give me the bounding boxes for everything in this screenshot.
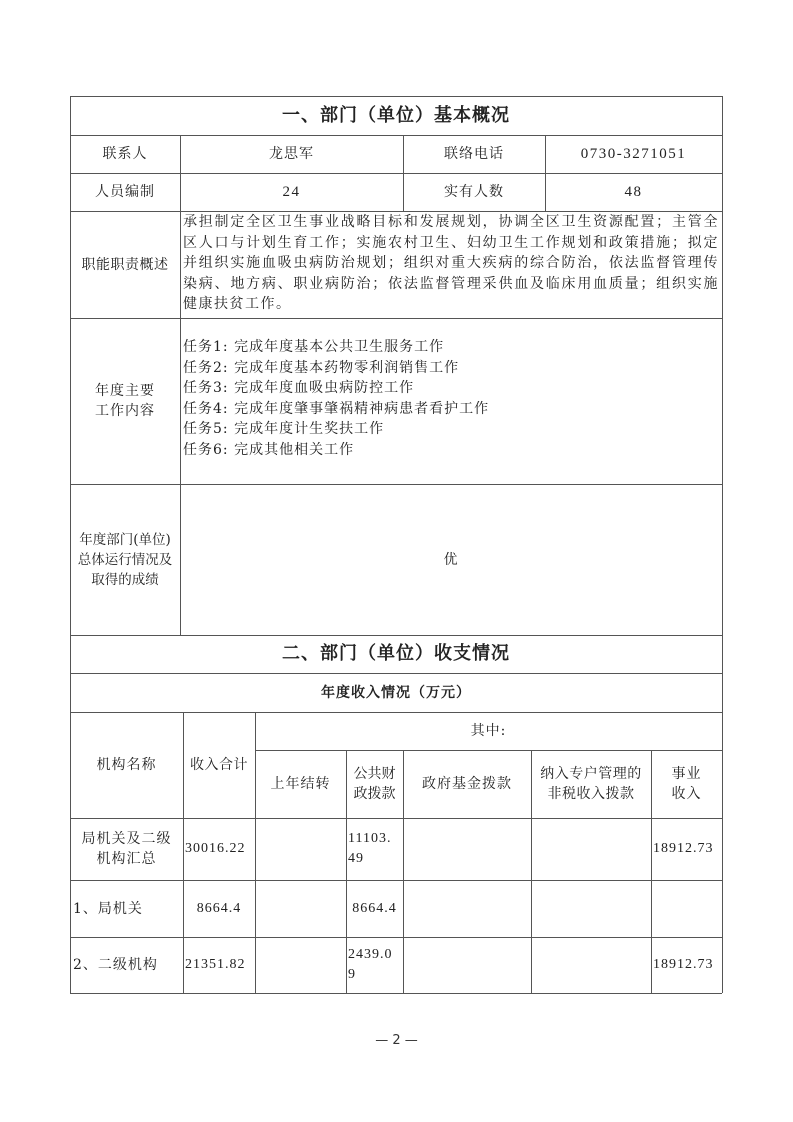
task-item: 任务2: 完成年度基本药物零利润销售工作 [183, 359, 460, 376]
header-nontax [531, 750, 651, 818]
row-total: 8664.4 [196, 900, 242, 916]
task-item: 任务6: 完成其他相关工作 [183, 441, 355, 458]
task-item: 任务3: 完成年度血吸虫病防控工作 [183, 380, 415, 396]
header-public-finance-line2: 政拨款 [353, 786, 396, 802]
header-business-line1: 事业 [671, 766, 702, 782]
performance-label [70, 484, 180, 635]
row-total: 21351.82 [185, 957, 246, 972]
task-item: 任务1: 完成年度基本公共卫生服务工作 [183, 339, 445, 355]
tasks-label [70, 318, 180, 484]
contact-label: 联系人 [102, 146, 148, 162]
row-business: 18912.73 [653, 841, 714, 856]
row-org: 1、局机关 [73, 900, 143, 917]
row-public-finance-line1: 2439.0 [348, 947, 393, 962]
row-org-line2: 机构汇总 [96, 851, 157, 867]
row-total: 30016.22 [185, 841, 246, 856]
performance-value: 优 [443, 551, 459, 568]
table-border-bottom [70, 993, 722, 994]
duty-label: 职能职责概述 [81, 256, 169, 273]
header-public-finance-line1: 公共财 [353, 766, 396, 782]
row-public-finance [346, 937, 403, 993]
task-item: 任务5: 完成年度计生奖扶工作 [183, 421, 385, 437]
tasks-list [180, 318, 722, 484]
header-business [651, 750, 722, 818]
row-public-finance: 8664.4 [352, 900, 397, 916]
header-org-name: 机构名称 [96, 757, 157, 773]
row-public-finance-line1: 11103. [348, 831, 392, 846]
contact-value: 龙思军 [269, 146, 314, 162]
performance-label-line2: 总体运行情况及 [77, 551, 173, 568]
page-number: — 2 — [375, 1033, 418, 1048]
phone-value: 0730-3271051 [580, 146, 687, 162]
section2-title: 二、部门（单位）收支情况 [282, 643, 510, 664]
task-item: 任务4: 完成年度肇事肇祸精神病患者看护工作 [183, 400, 490, 417]
actual-staff-label: 实有人数 [444, 184, 504, 200]
section1-title: 一、部门（单位）基本概况 [282, 104, 510, 126]
duty-text: 承担制定全区卫生事业战略目标和发展规划，协调全区卫生资源配置；主管全区人口与计划生育工作；实施农村卫生、妇幼卫生工作规划和政策措施；拟定并组织实施血吸虫病防治规划；组织对重大疾病的综合防治，依法监督管理传染病、地方病、职业病防治；依法监督管理采供血及临床用血质量；组织实施健康扶贫工作。 [183, 214, 719, 312]
header-nontax-line2: 非税收入拨款 [547, 786, 635, 802]
tasks-label-line2: 工作内容 [95, 403, 155, 419]
header-business-line2: 收入 [671, 786, 702, 802]
row-public-finance [346, 818, 403, 880]
tasks-label-line1: 年度主要 [95, 383, 155, 399]
actual-staff-value: 48 [624, 184, 643, 200]
performance-label-line1: 年度部门(单位) [79, 531, 171, 548]
header-nontax-line1: 纳入专户管理的 [540, 766, 642, 782]
row-org-line1: 局机关及二级 [81, 831, 172, 847]
phone-label: 联络电话 [444, 146, 504, 162]
row-public-finance-line2: 49 [348, 851, 364, 866]
performance-label-line3: 取得的成绩 [91, 571, 159, 588]
staff-quota-value: 24 [282, 184, 301, 200]
header-public-finance [346, 750, 403, 818]
row-org: 2、二级机构 [73, 957, 158, 973]
row-business: 18912.73 [653, 957, 714, 972]
row-org [70, 818, 183, 880]
staff-quota-label: 人员编制 [95, 184, 155, 200]
section2-subtitle: 年度收入情况（万元） [321, 684, 471, 701]
header-gov-fund: 政府基金拨款 [422, 776, 512, 792]
table-border-right [722, 96, 723, 993]
header-of-which: 其中: [470, 723, 507, 739]
header-total-income: 收入合计 [190, 757, 248, 773]
header-carryover: 上年结转 [270, 776, 331, 792]
row-public-finance-line2: 9 [348, 967, 356, 982]
